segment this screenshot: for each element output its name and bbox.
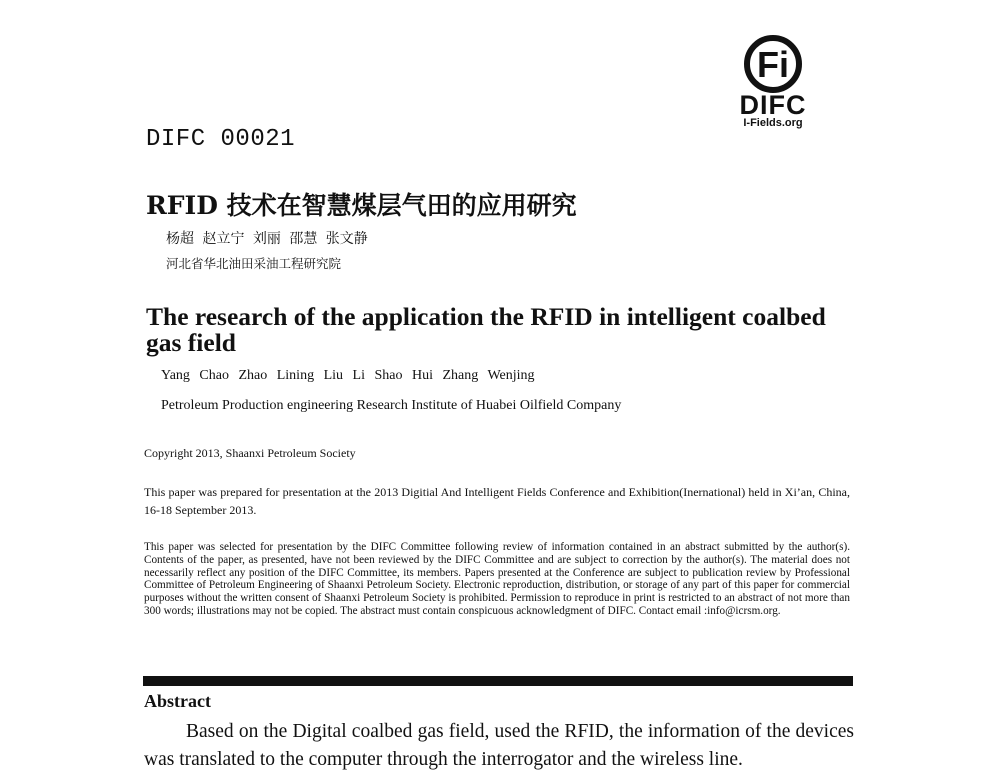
logo-mark-text: Fi [757, 44, 789, 85]
chinese-title: RFID 技术在智慧煤层气田的应用研究 [146, 191, 577, 220]
chinese-authors: 杨超 赵立宁 刘丽 邵慧 张文静 [166, 231, 368, 247]
abstract-body: Based on the Digital coalbed gas field, used the RFID, the information of the devices was translated to the computer through the interrogator and the wireless line. [144, 721, 854, 770]
section-divider [143, 676, 853, 686]
copyright-notice: Copyright 2013, Shaanxi Petroleum Society [144, 446, 356, 460]
english-title: The research of the application the RFID in intelligent coalbed gas field [146, 302, 826, 357]
logo-url: I-Fields.org [743, 117, 803, 129]
difc-logo [728, 34, 818, 134]
chinese-affiliation: 河北省华北油田采油工程研究院 [166, 256, 342, 271]
abstract-heading: Abstract [144, 691, 211, 711]
english-affiliation: Petroleum Production engineering Research Institute of Huabei Oilfield Company [161, 398, 622, 413]
paper-id: DIFC 00021 [146, 126, 296, 153]
difc-fi-logo-icon [742, 34, 804, 94]
english-authors: Yang Chao Zhao Lining Liu Li Shao Hui Zhang Wenjing [161, 368, 535, 383]
disclaimer-paragraph: This paper was selected for presentation by the DIFC Committee following review of information contained in an abstract submitted by the author(s). Contents of the paper, as presented, have not been reviewed by the DIFC Committee and are subject to correction by the author(s). The material does not necessarily reflect any position of the DIFC Committee, its members. Papers presented at the Conference are subject to publication review by Professional Committee of Petroleum Engineering of Shaanxi Petroleum Society. Electronic reproduction, distribution, or storage of any part of this paper for commercial purposes without the written consent of Shaanxi Petroleum Society is prohibited. Permission to reproduce in print is restricted to an abstract of not more than 300 words; illustrations may not be copied. The abstract must contain conspicuous acknowledgment of DIFC. Contact email :info@icrsm.org. [144, 541, 850, 617]
logo-name: DIFC [739, 90, 807, 120]
presentation-note: This paper was prepared for presentation at the 2013 Digitial And Intelligent Fields Conference and Exhibition(Inernational) held in Xi’an, China, 16-18 September 2013. [144, 485, 850, 517]
